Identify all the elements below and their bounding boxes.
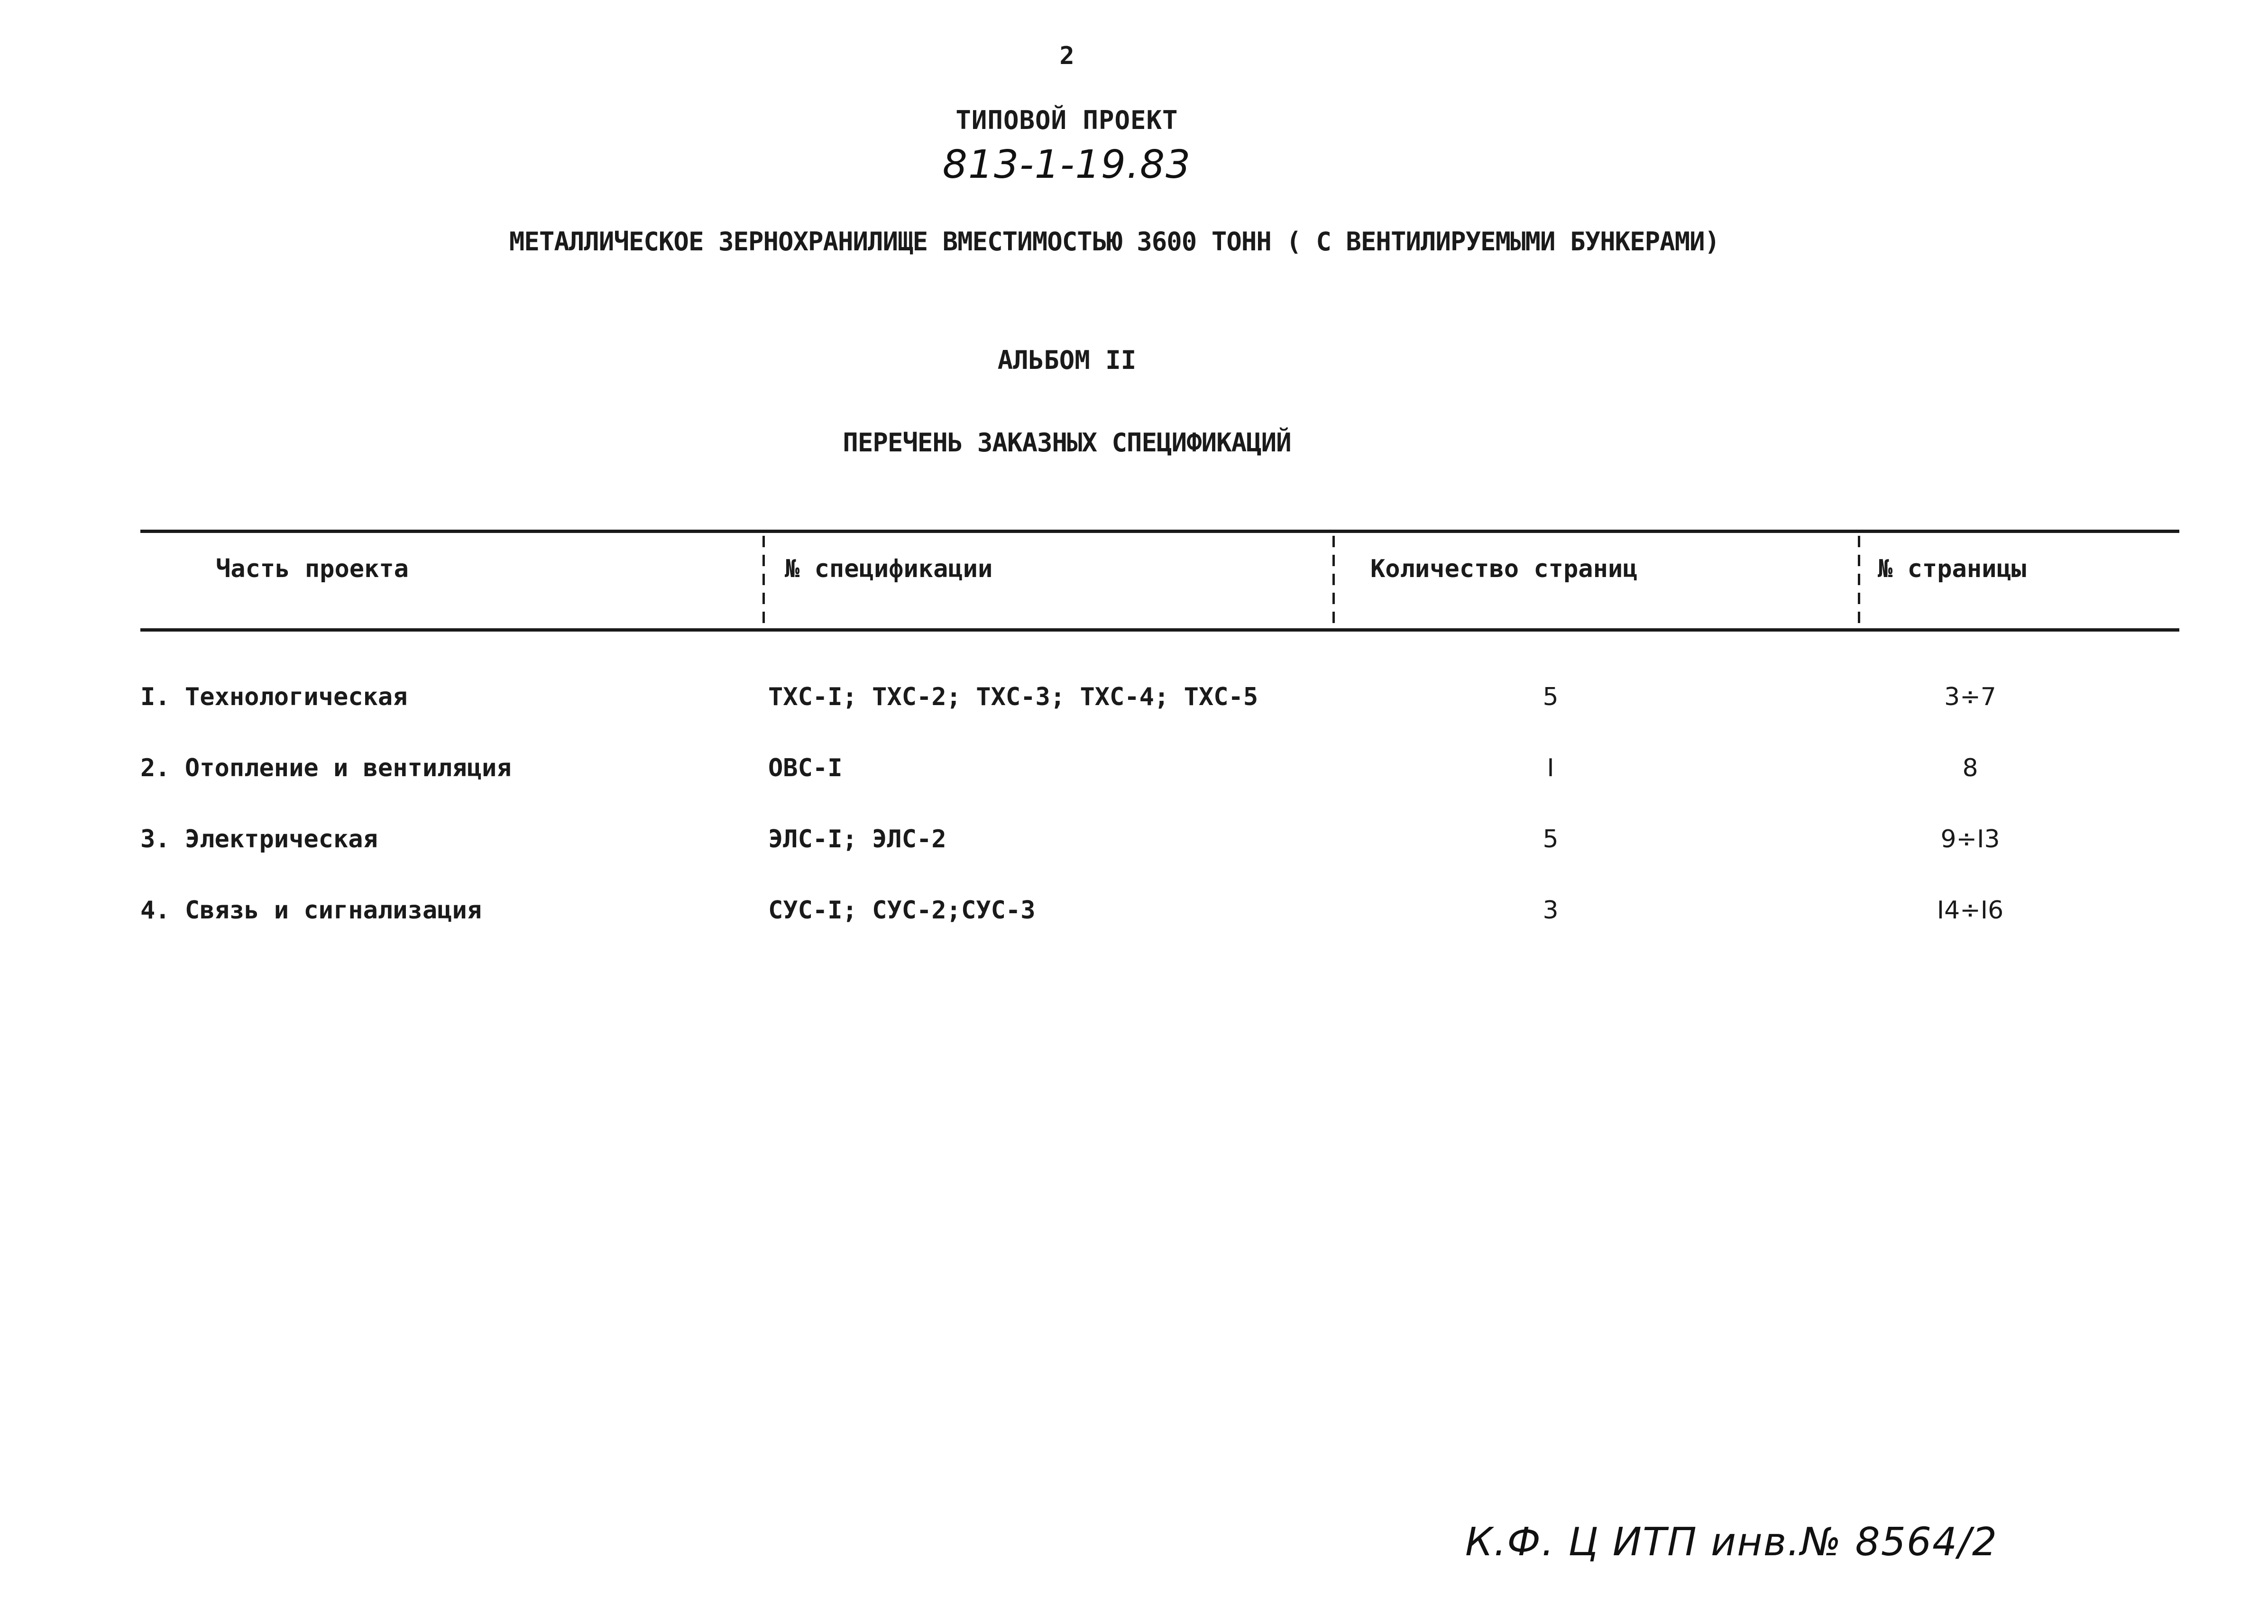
column-header-page-numbers: № страницы xyxy=(1878,555,2027,583)
cell-pages: 3÷7 xyxy=(1944,683,1996,711)
cell-part: 3. Электрическая xyxy=(140,825,378,853)
cell-count: 5 xyxy=(1543,825,1559,853)
cell-count: 5 xyxy=(1543,683,1559,711)
column-header-part: Часть проекта xyxy=(216,555,409,583)
cell-count: I xyxy=(1547,754,1554,782)
cell-pages: I4÷I6 xyxy=(1937,896,2004,925)
cell-spec: ОВС-I xyxy=(768,754,843,782)
project-code-handwritten: 813-1-19.83 xyxy=(942,142,1192,187)
table-row xyxy=(0,683,2268,725)
table-row xyxy=(0,754,2268,797)
cell-count: 3 xyxy=(1543,896,1559,925)
project-label: ТИПОВОЙ ПРОЕКТ xyxy=(955,105,1178,135)
cell-spec: СУС-I; СУС-2;СУС-3 xyxy=(768,896,1036,925)
column-separator xyxy=(1332,536,1335,627)
table-row xyxy=(0,825,2268,868)
inventory-stamp-handwritten: К.Ф. Ц ИТП инв.№ 8564/2 xyxy=(1465,1520,1998,1565)
table-header-bottom-rule xyxy=(140,628,2179,632)
cell-part: 4. Связь и сигнализация xyxy=(140,896,482,925)
cell-spec: ЭЛС-I; ЭЛС-2 xyxy=(768,825,946,853)
cell-spec: ТХС-I; ТХС-2; ТХС-3; ТХС-4; ТХС-5 xyxy=(768,683,1258,711)
cell-part: 2. Отопление и вентиляция xyxy=(140,754,512,782)
column-separator xyxy=(762,536,765,627)
cell-pages: 8 xyxy=(1962,754,1978,782)
page-number: 2 xyxy=(1059,42,1074,70)
list-title: ПЕРЕЧЕНЬ ЗАКАЗНЫХ СПЕЦИФИКАЦИЙ xyxy=(843,428,1291,458)
column-header-spec-number: № спецификации xyxy=(785,555,993,583)
album-label: АЛЬБОМ II xyxy=(997,345,1137,375)
cell-part: I. Технологическая xyxy=(140,683,408,711)
column-separator xyxy=(1858,536,1860,627)
cell-pages: 9÷I3 xyxy=(1940,825,2000,853)
column-header-page-count: Количество страниц xyxy=(1370,555,1638,583)
document-title: МЕТАЛЛИЧЕСКОЕ ЗЕРНОХРАНИЛИЩЕ ВМЕСТИМОСТЬЮ 3600 ТОНН ( С ВЕНТИЛИРУЕМЫМИ БУНКЕРАМИ) xyxy=(509,227,1720,257)
table-top-rule xyxy=(140,530,2179,533)
table-row xyxy=(0,896,2268,939)
